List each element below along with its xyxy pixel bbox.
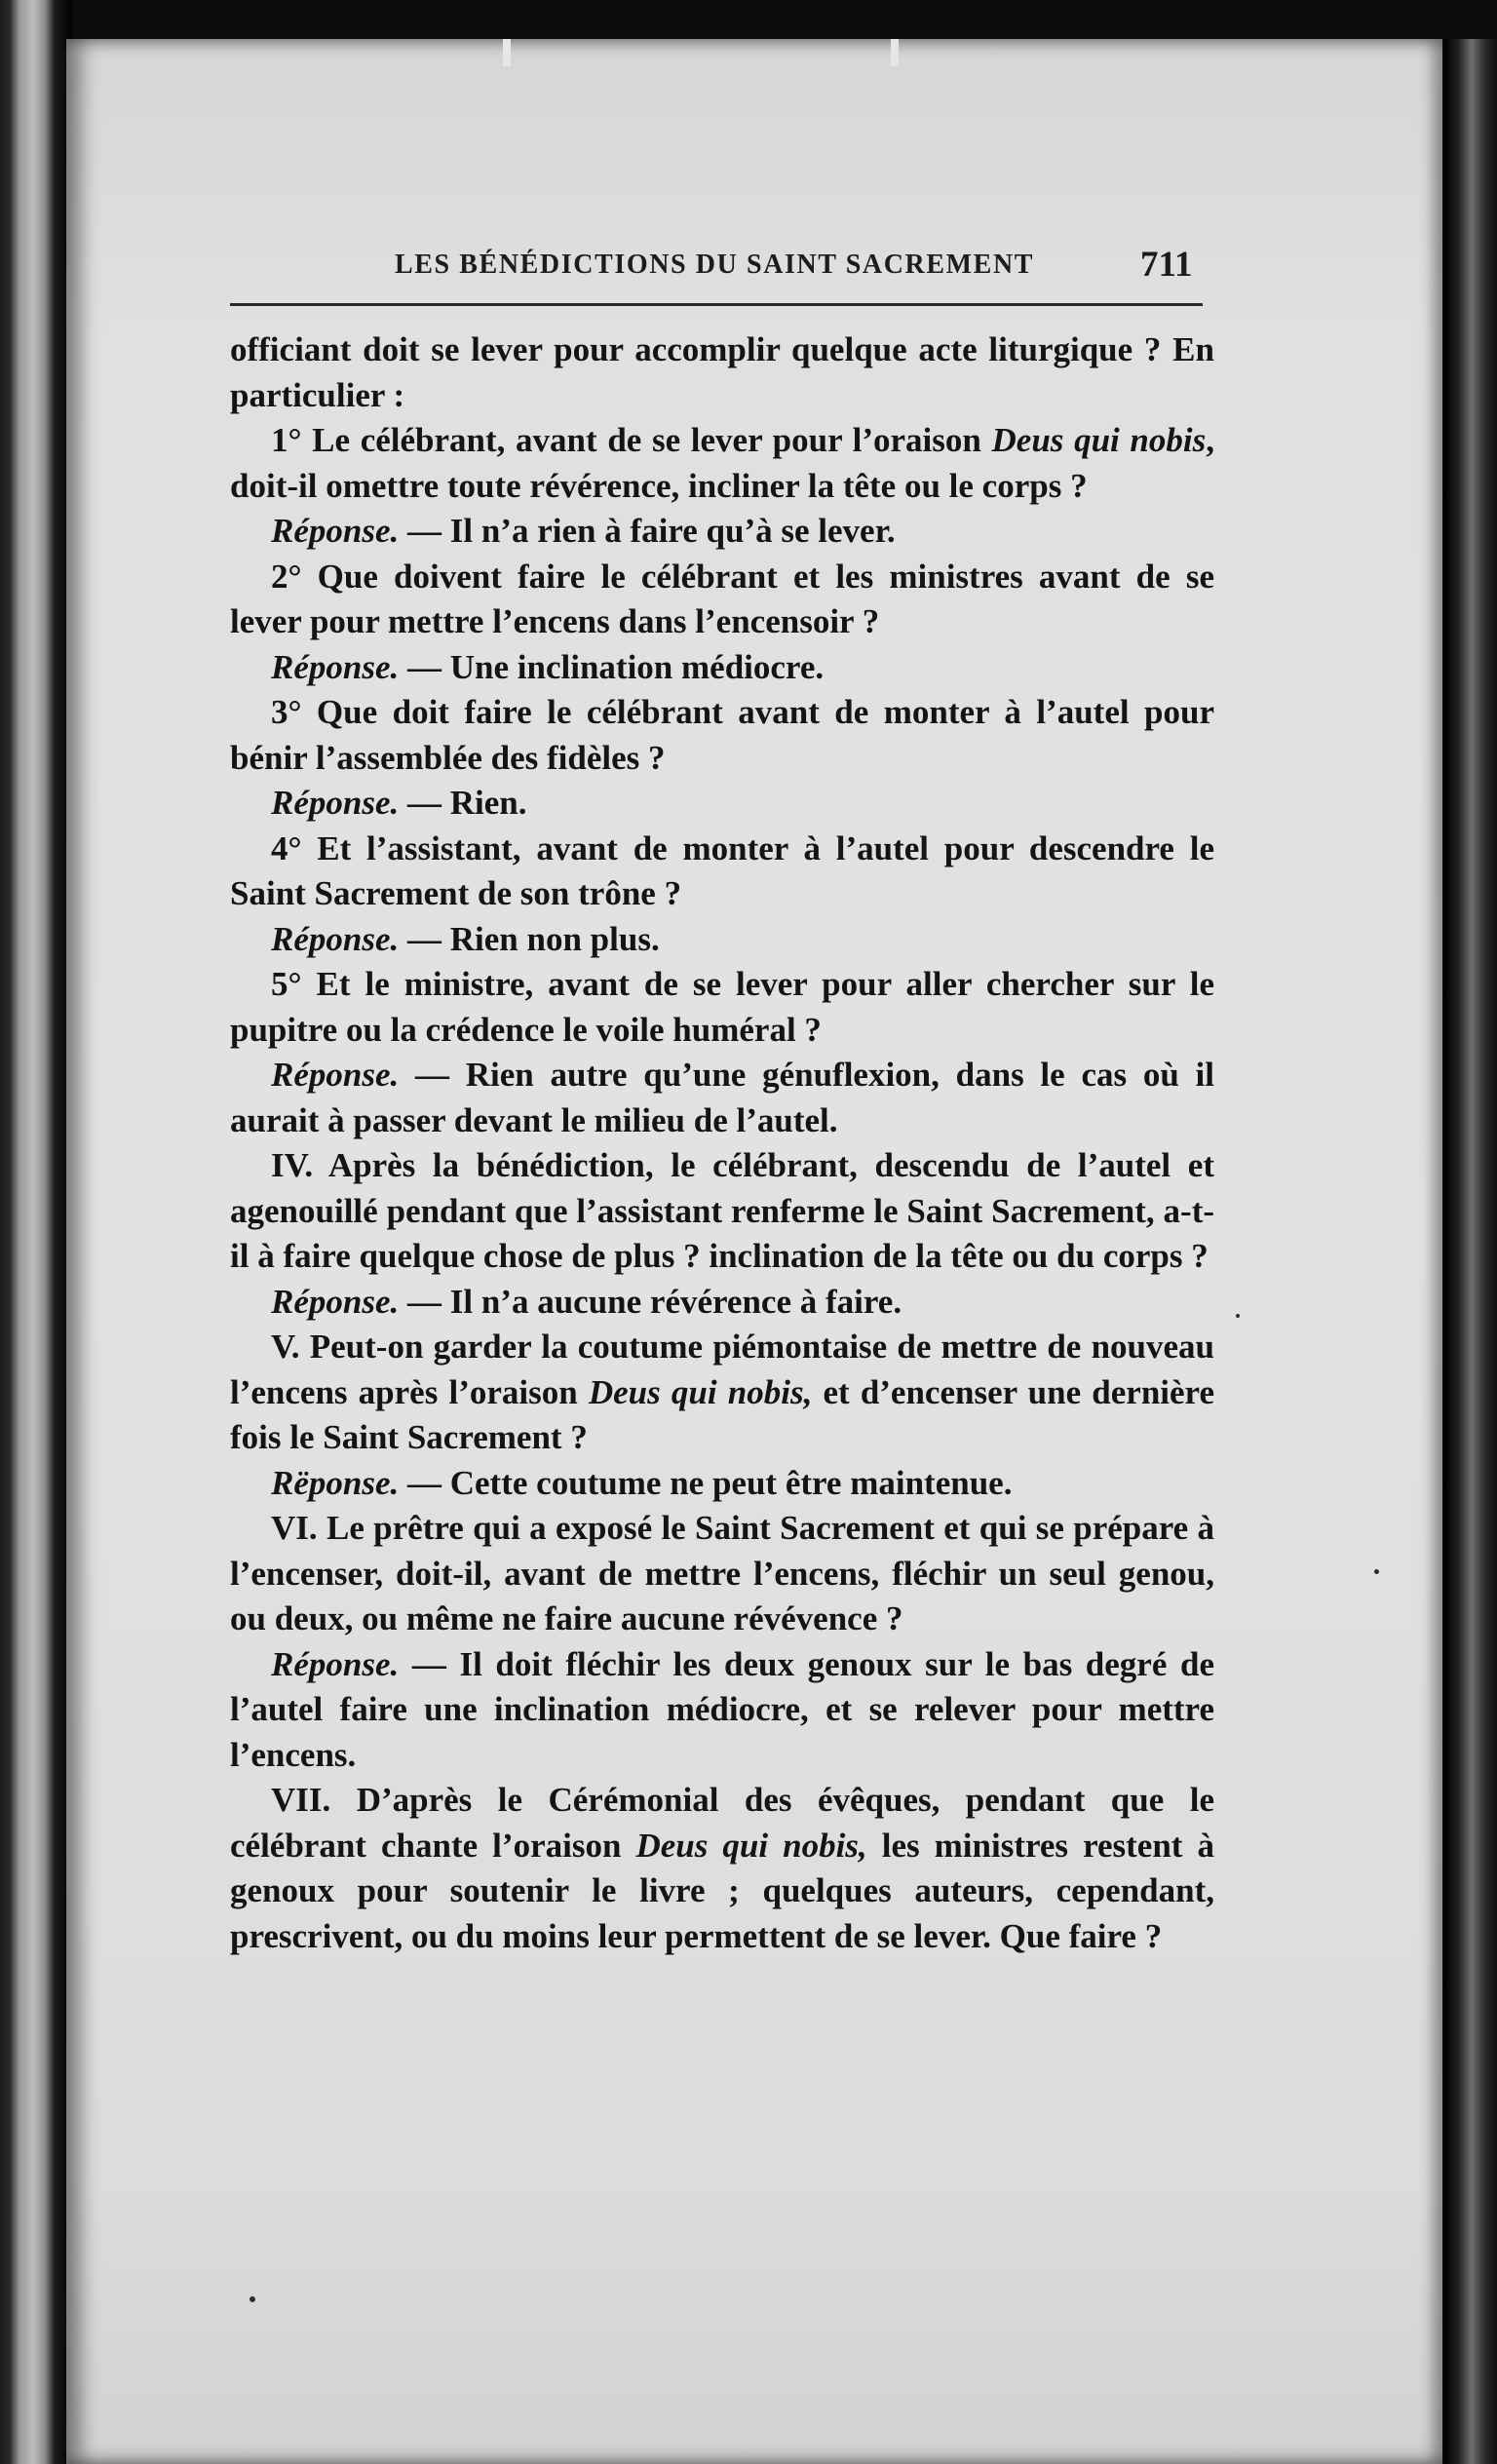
ink-speck [250,2296,255,2302]
answer: Rëponse. — Cette coutume ne peut être maintenue. [271,1463,1013,1502]
answer-label: Réponse. [271,919,400,958]
answer: Réponse. — Rien. [271,784,527,822]
answer: Réponse. — Une inclination médiocre. [271,647,825,686]
italic-title: Deus qui nobis, [635,1826,867,1865]
scan-right-edge [1444,39,1497,2464]
paragraph: 2° Que doivent faire le célébrant et les ministres avant de se lever pour mettre l’encens dans l’encensoir ? [230,557,1214,640]
paragraph: IV. Après la bénédiction, le célébrant, descendu de l’autel et agenouillé pendant que l’assistant renferme le Saint Sacrement, a-t-il à faire quelque chose de plus ? inclination de la tête ou du corps ? [230,1146,1214,1275]
answer: Réponse. — Rien non plus. [271,919,660,958]
answer-label: Réponse. [271,1282,400,1321]
paragraph: V. Peut-on garder la coutume piémontaise de mettre de nouveau l’encens après l’oraison Deus qui nobis, et d’encenser une dernière fois le Saint Sacrement ? [230,1328,1214,1456]
paragraph: 3° Que doit faire le célébrant avant de monter à l’autel pour bénir l’assemblée des fidèles ? [230,693,1214,777]
paragraph: 1° Le célébrant, avant de se lever pour l’oraison Deus qui nobis, doit-il omettre toute révérence, incliner la tête ou le corps ? [230,421,1214,505]
answer-label: Réponse. [271,647,400,686]
scan-left-edge [0,0,72,2464]
paragraph: officiant doit se lever pour accomplir quelque acte liturgique ? En particulier : [230,330,1214,414]
ink-speck [1236,1314,1240,1318]
answer-label: Réponse. [271,784,400,822]
page-text [230,327,1214,1959]
paragraph: 4° Et l’assistant, avant de monter à l’autel pour descendre le Saint Sacrement de son trône ? [230,828,1214,912]
answer: Réponse. — Il n’a aucune révérence à faire. [271,1282,902,1321]
scan-mark [503,39,511,66]
answer-label: Réponse. [271,1644,400,1683]
italic-title: Deus qui nobis, [588,1372,813,1411]
answer-label: Rëponse. [271,1463,400,1502]
paragraph: VII. D’après le Cérémonial des évêques, pendant que le célébrant chante l’oraison Deus qui nobis, les ministres restent à genoux pour soutenir le livre ; quelques auteurs, cependant, prescrivent, ou du moins leur permettent de se lever. Que faire ? [230,1781,1214,1955]
answer-label: Réponse. [271,512,400,550]
scan-mark [891,39,899,66]
answer: Réponse. — Il n’a rien à faire qu’à se lever. [271,512,896,550]
page-number: 711 [1140,245,1193,285]
ink-speck [1374,1569,1379,1574]
answer: Réponse. — Il doit fléchir les deux genoux sur le bas degré de l’autel faire une inclination médiocre, et se relever pour mettre l’encens. [230,1644,1214,1774]
paragraph: VI. Le prêtre qui a exposé le Saint Sacrement et qui se prépare à l’encenser, doit-il, avant de mettre l’encens, fléchir un seul genou, ou deux, ou même ne faire aucune révévence ? [230,1509,1214,1637]
answer: Réponse. — Rien autre qu’une génuflexion, dans le cas où il aurait à passer devant le milieu de l’autel. [230,1056,1214,1139]
answer-label: Réponse. [271,1056,400,1094]
running-title: LES BÉNÉDICTIONS DU SAINT SACREMENT [394,250,1035,280]
italic-title: Deus qui nobis [991,421,1207,459]
header-rule [230,303,1203,306]
paragraph: 5° Et le ministre, avant de se lever pour aller chercher sur le pupitre ou la crédence le voile huméral ? [230,965,1214,1049]
